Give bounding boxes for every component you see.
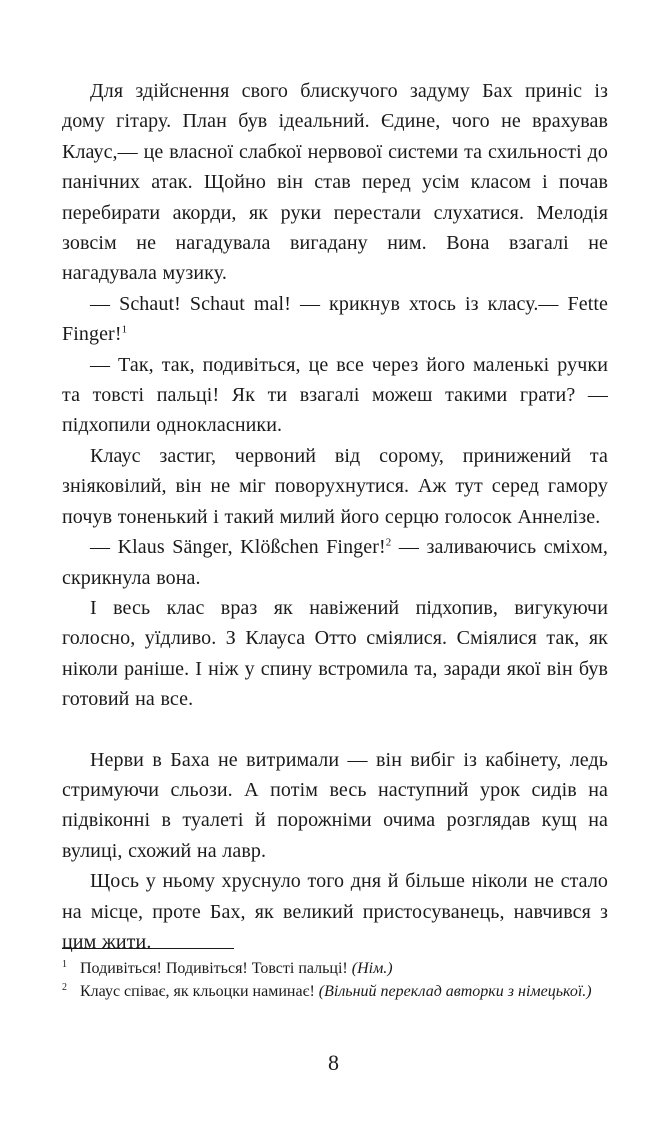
footnote-ref: 1 (121, 323, 128, 336)
footnote-number: 1 (62, 959, 67, 970)
scene-break (62, 715, 608, 745)
footnote-divider (62, 948, 234, 949)
footnote-number: 2 (62, 982, 67, 993)
main-text (62, 76, 608, 957)
paragraph-text: — Klaus Sänger, Klößchen Finger! (90, 536, 386, 559)
footnote (62, 957, 608, 980)
footnote-note: (Вільний переклад авторки з німецької.) (318, 983, 592, 1000)
footnote-ref: 2 (385, 536, 392, 549)
paragraph (62, 289, 608, 350)
page-number: 8 (328, 1050, 339, 1075)
footnote-body: Подивіться! Подивіться! Товсті пальці! (80, 960, 352, 977)
paragraph: Щось у ньому хруснуло того дня й більше ніколи не стало на місце, проте Бах, як великий пристосуванець, навчився з цим жити. (62, 870, 608, 953)
footnote-note: (Нім.) (351, 960, 393, 977)
page-body (62, 76, 608, 957)
paragraph: — Так, так, подивіться, це все через його маленькі ручки та товсті пальці! Як ти взагалі можеш такими грати? — підхопили однокласники. (62, 353, 608, 437)
footnote-text (80, 957, 608, 980)
footnote (62, 980, 608, 1003)
footnote-body: Клаус співає, як кльоцки наминає! (80, 983, 319, 1000)
paragraph (62, 532, 608, 593)
paragraph: Клаус застиг, червоний від сорому, принижений та зніяковілий, він не міг поворухнутися. Аж тут серед гамору почув тоненький і такий милий його серцю голосок Аннелізе. (62, 444, 608, 528)
paragraph: Для здійснення свого блискучого задуму Бах приніс із дому гітару. План був ідеальний. Єдине, чого не врахував Клаус,— це власної слабкої нервової системи та схильності до панічних атак. Щойно він став перед усім класом і почав перебирати акорди, як руки перестали слухатися. Мелодія зовсім не нагадувала вигадану ним. Вона взагалі не нагадувала музику. (62, 80, 608, 285)
footnotes (62, 948, 608, 1003)
paragraph: Нерви в Баха не витримали — він вибіг із кабінету, ледь стримуючи сльози. А потім весь наступний урок сидів на підвіконні в туалеті й порожніми очима розглядав кущ на вулиці, схожий на лавр. (62, 748, 608, 862)
paragraph-text: — Schaut! Schaut mal! — крикнув хтось із класу.— Fette Finger! (62, 292, 608, 346)
paragraph-text: — заливаючись сміхом, скрикнула вона. (62, 536, 608, 589)
paragraph: І весь клас враз як навіжений підхопив, вигукуючи голосно, уїдливо. З Клауса Отто сміялися. Сміялися так, як ніколи раніше. І ніж у спину встромила та, заради якої він був готовий на все. (62, 596, 608, 711)
footnote-text (80, 980, 608, 1003)
